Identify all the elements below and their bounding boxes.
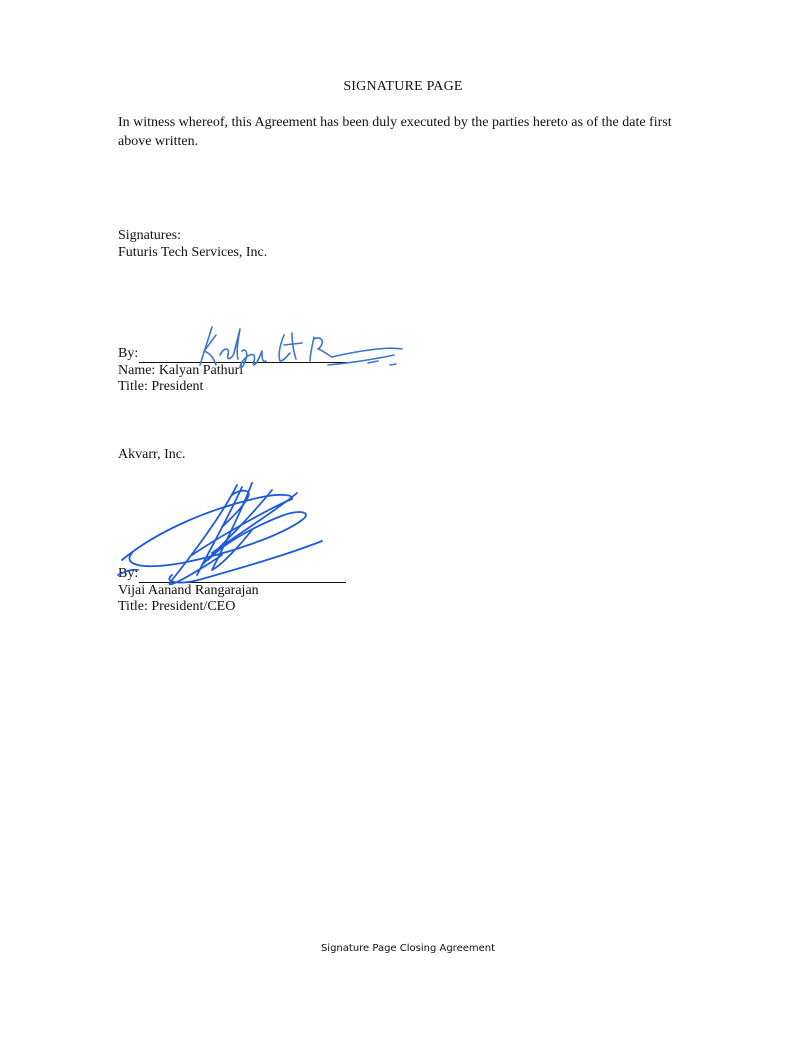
page-title: SIGNATURE PAGE xyxy=(343,79,463,94)
signatures-block xyxy=(118,228,267,261)
party1-handwritten-signature xyxy=(180,315,440,385)
party1-company: Futuris Tech Services, Inc. xyxy=(118,244,268,260)
party1-title: Title: President xyxy=(118,379,204,394)
witness-clause: In witness whereof, this Agreement has been duly executed by the parties hereto as of the date first above written. xyxy=(118,115,672,149)
party2-company-block xyxy=(118,447,185,464)
signatures-label: Signatures: xyxy=(118,228,181,243)
party1-name: Name: Kalyan Pathuri xyxy=(118,362,244,378)
party2-company: Akvarr, Inc. xyxy=(118,447,186,462)
party2-handwritten-signature xyxy=(112,475,342,595)
party2-name: Vijai Aanand Rangarajan xyxy=(118,582,259,598)
party1-by-label: By: xyxy=(118,346,139,361)
party2-title: Title: President/CEO xyxy=(118,599,236,614)
page-footer: Signature Page Closing Agreement xyxy=(320,943,496,954)
party2-by-label: By: xyxy=(118,566,139,581)
